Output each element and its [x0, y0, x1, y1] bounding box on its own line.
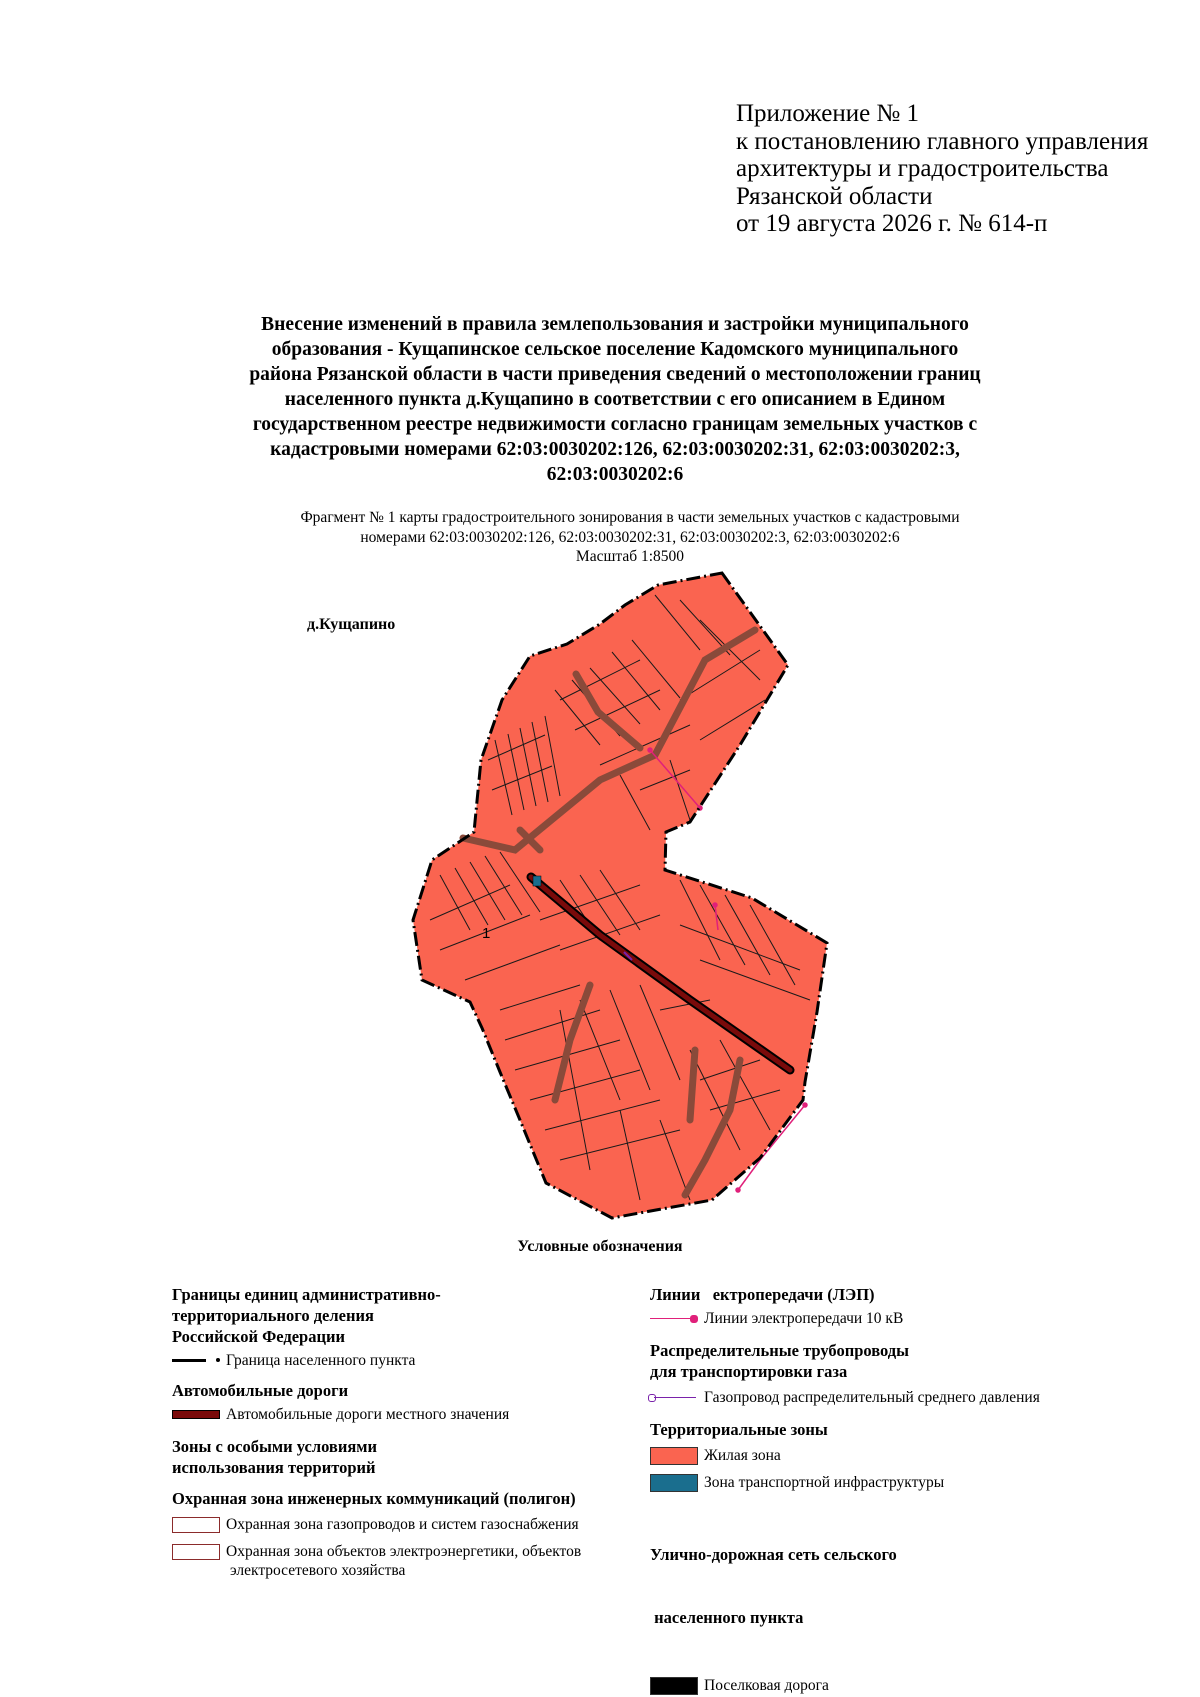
transport-zone-symbol [650, 1474, 698, 1492]
legend-item-gas-pipeline: Газопровод распределительный среднего давления [650, 1388, 1120, 1407]
title-line: Внесение изменений в правила землепользования и застройки муниципального [261, 314, 969, 335]
legend-admin-heading: Границы единиц административно- территориального деления Российской Федерации [172, 1285, 441, 1346]
title-line: кадастровыми номерами 62:03:0030202:126, 62:03:0030202:31, 62:03:0030202:3, [270, 439, 960, 460]
settlement-road-symbol [650, 1677, 698, 1695]
legend-left-column [172, 1284, 642, 1580]
boundary-symbol [172, 1359, 206, 1362]
title-line: населенного пункта д.Кущапино в соответствии с его описанием в Едином [284, 389, 946, 410]
legend-item-power-line: Линии электропередачи 10 кВ [650, 1309, 1120, 1328]
scale-label: Масштаб 1:8500 [575, 548, 685, 565]
legend-roads-heading: Автомобильные дороги [172, 1381, 349, 1400]
legend-title: Условные обозначения [517, 1238, 683, 1255]
legend-protect-heading: Охранная зона инженерных коммуникаций (полигон) [172, 1489, 576, 1508]
legend-item-elec-protect: Охранная зона объектов электроэнергетики, объектов электросетевого хозяйства [172, 1542, 642, 1580]
legend-item-transport: Зона транспортной инфраструктуры [650, 1473, 1120, 1492]
title-line: образования - Кущапинское сельское поселение Кадомского муниципального [271, 339, 959, 360]
gas-pipeline-symbol [654, 1397, 696, 1398]
appendix-line: к постановлению главного управления [736, 127, 1149, 155]
legend-item-residential: Жилая зона [650, 1446, 1120, 1465]
legend-item-boundary: Граница населенного пункта [172, 1351, 642, 1370]
title-line: района Рязанской области в части приведения сведений о местоположении границ [249, 364, 981, 385]
legend-item-settlement-road: Поселковая дорога [650, 1676, 1120, 1695]
legend-right-column [650, 1284, 1120, 1695]
residential-zone-symbol [650, 1447, 698, 1465]
transport-zone-patch [533, 876, 541, 886]
boundary-dot-symbol [216, 1358, 220, 1362]
appendix-line: Рязанской области [736, 182, 933, 210]
legend-street-heading: Улично-дорожная сеть сельского населенного пункта [650, 1545, 897, 1627]
appendix-line: от 19 августа 2026 г. № 614-п [736, 210, 1048, 237]
parcel-number-label: 1 [482, 925, 491, 942]
appendix-line: Приложение № 1 [736, 100, 920, 127]
gas-protect-symbol [172, 1517, 220, 1533]
legend-power-heading: Линии ектропередачи (ЛЭП) [650, 1285, 875, 1304]
fragment-line: номерами 62:03:0030202:126, 62:03:0030202:31, 62:03:0030202:3, 62:03:0030202:6 [360, 528, 900, 546]
gas-pipeline-dot [648, 1394, 656, 1402]
legend-item-gas-protect: Охранная зона газопроводов и систем газоснабжения [172, 1515, 642, 1534]
title-line: государственном реестре недвижимости согласно границам земельных участков с [252, 414, 978, 435]
legend-item-local-road: Автомобильные дороги местного значения [172, 1405, 642, 1424]
appendix-line: архитектуры и градостроительства [736, 155, 1109, 182]
fragment-line: Фрагмент № 1 карты градостроительного зонирования в части земельных участков с кадастровыми [300, 509, 960, 526]
legend-gas-heading: Распределительные трубопроводы для транспортировки газа [650, 1341, 910, 1381]
title-line: 62:03:0030202:6 [546, 464, 684, 485]
elec-protect-symbol [172, 1544, 220, 1560]
local-road-symbol [172, 1410, 220, 1419]
power-line-dot [690, 1315, 698, 1323]
village-label: д.Кущапино [307, 616, 396, 633]
legend-zones-heading: Территориальные зоны [650, 1420, 828, 1439]
legend-special-heading: Зоны с особыми условиями использования территорий [172, 1437, 378, 1477]
